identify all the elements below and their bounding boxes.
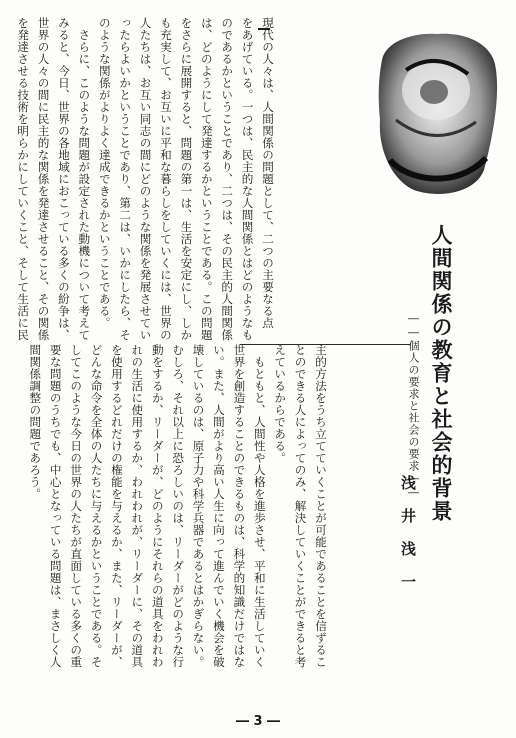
- body-text-lower: 主的方法をうち立てていくことが可能であることを信ずるこ とのできる人によってのみ、解決していくことができると考 えているからである。 もともと、人間性や人格を進歩させ、平和に生活していく 世界を創造することのできるものは、科学的知識だけではな い。また、人間がより高い人生に向って進んでいく機会を破 壊しているのは、原子力や科学兵器であるとはかぎらない。 むしろ、それ以上に恐ろしいのは、リーダーがどのような行 動をするか、リーダーが、どのようにそれらの道具をわれわ れの生活に使用するか、われわれが、リーダーに、その道具 を使用するどれだけの権能を与えるか、また、リーダーが、 どんな命令を全体の人たちに与えるかということである。そ してこのような今日の世界の人たちが直面している多くの重 要な問題のうちでも、中心となっている問題は、まさしく人 間関係調整の問題であろう。: [28, 344, 328, 668]
- article-subtitle: ――個人の要求と社会の要求――: [407, 312, 420, 500]
- author-photo-illustration: [376, 30, 500, 200]
- author-name: 浅井浅一: [399, 475, 417, 607]
- article-title: 人間関係の教育と社会的背景: [429, 224, 453, 523]
- page-number: ― 3 ―: [235, 714, 281, 729]
- body-text-upper: 現代の人々は、人間関係の問題として、二つの主要なる点 をあげている。一つは、民主的な人間関係とはどのようなも のであるかということであり、二つは、その民主的人間関係 は、どのようにして発達するかということである。この問題 をさらに展開すると、問題の第一は、生活を安定にし、しか も充実して、お互いに平和な暮らしをしていくには、世界の 人たちは、お互い同志の間にどのような関係を発展させてい ったらよいかということであり、第二は、いかにしたら、そ のような関係がよりよく達成できるかということである。 さらに、このような問題が設定された動機について考えて みると、今日、世界の各地域におこっている多くの紛争は、 世界の人々の間に民主的な関係を発達させること、その関係 を発達させる技術を明らかにしていくこと、そして生活に民: [16, 17, 275, 341]
